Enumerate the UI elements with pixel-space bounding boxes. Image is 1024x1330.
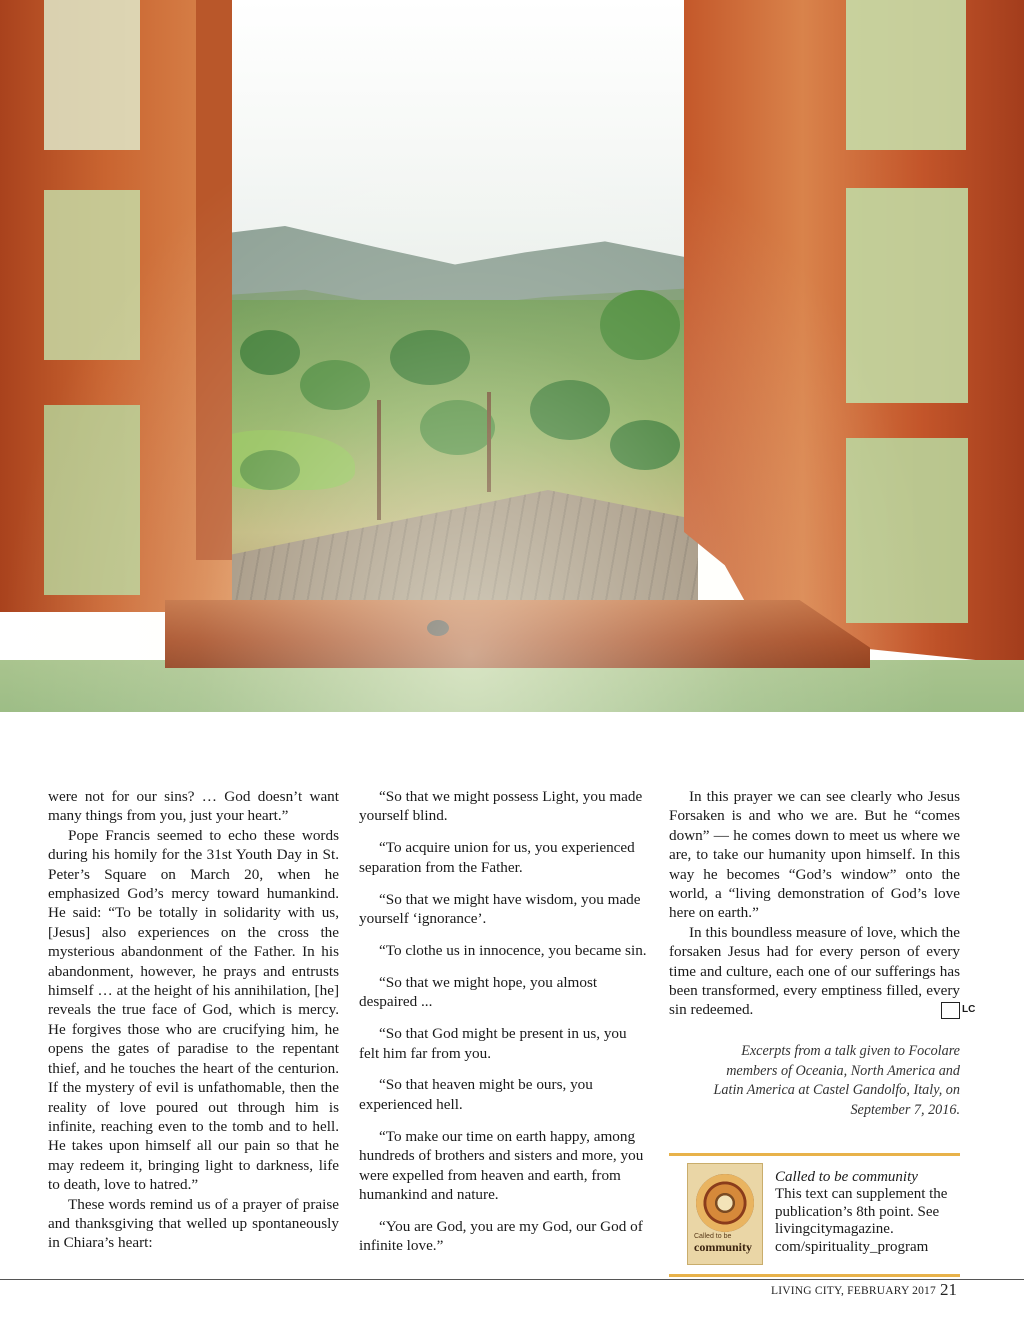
paragraph [669, 923, 976, 1020]
sidebar-text [775, 1169, 960, 1256]
prayer-column [359, 787, 650, 1268]
cover-small-label: Called to be [694, 1233, 732, 1240]
paragraph: Pope Francis seemed to echo these words during his homily for the 31st Youth Day in St. Peter’s Square on March 20, when he emphasized God’s mercy toward humankind. He said: “To be totally in solidarity with us, [Jesus] also experiences on the cross the mysterious abandonment of the Father. In his abandonment, however, he prays and entrusts himself … at the height of his annihilation, [he] reveals the true face of God, which is mercy. He forgives those who are crucifying him, he opens the gates of paradise to the repentant thief, and he touches the heart of the centurion. If the mystery of evil is unfathomable, then the reality of love poured out through him is infinite, reaching even to the tomb and to hell. He takes upon himself all our pain so that he may redeem it, bringing light to darkness, life to death, love to hatred.” [48, 826, 339, 1194]
prayer-line: “So that God might be present in us, you felt him far from you. [359, 1025, 627, 1062]
prayer-line: “To clothe us in innocence, you became sin. [379, 941, 647, 959]
prayer-line: “To make our time on earth happy, among hundreds of brothers and sisters and more, you were expelled from heaven and earth, from humankind and nature. [359, 1127, 644, 1203]
booklet-cover-image [687, 1163, 763, 1265]
prayer-line: “To acquire union for us, you experienced separation from the Father. [359, 839, 635, 876]
cover-title: community [694, 1240, 752, 1254]
footer-rule [0, 1279, 1024, 1280]
sidebar-title: Called to be community [775, 1169, 918, 1185]
page-number: 21 [940, 1280, 957, 1299]
text-column-1 [48, 787, 339, 1253]
sidebar-box [669, 1153, 960, 1277]
prayer-line: “You are God, you are my God, our God of infinite love.” [359, 1217, 643, 1255]
excerpt-note: Excerpts from a talk given to Focolare members of Oceania, North America and Latin America at Castel Gandolfo, Italy, on September 7, 2016. [713, 1043, 960, 1118]
prayer-line: “So that we might have wisdom, you made yourself ‘ignorance’. [359, 890, 641, 928]
prayer-line: “So that heaven might be ours, you experienced hell. [359, 1076, 593, 1113]
prayer-line: “So that we might hope, you almost despaired ... [359, 973, 598, 1011]
mandala-icon [696, 1174, 754, 1232]
paragraph-text: In this boundless measure of love, which the forsaken Jesus had for every person of every time and culture, each one of our sufferings has been transformed, every emptiness filled, every sin redeemed. [669, 923, 960, 1019]
footer-publication: LIVING CITY, FEBRUARY 2017 [771, 1285, 936, 1297]
sidebar-body: This text can supplement the publication’s 8th point. See livingcitymagazine. com/spirituality_program [775, 1186, 948, 1255]
paragraph: These words remind us of a prayer of praise and thanksgiving that welled up spontaneously in Chiara’s heart: [48, 1195, 339, 1252]
text-column-3 [669, 787, 976, 1020]
paragraph: were not for our sins? … God doesn’t want many things from you, just your heart.” [48, 788, 339, 825]
lc-end-mark-icon: LC [941, 1002, 960, 1019]
prayer-line: “So that we might possess Light, you made yourself blind. [359, 788, 643, 825]
paragraph: In this prayer we can see clearly who Jesus Forsaken is and who we are. But he “comes down” — he comes down to meet us where we are, to take our humanity upon himself. In this way he becomes “God’s window” onto the world, a “living demonstration of God’s love here on earth.” [669, 788, 960, 922]
